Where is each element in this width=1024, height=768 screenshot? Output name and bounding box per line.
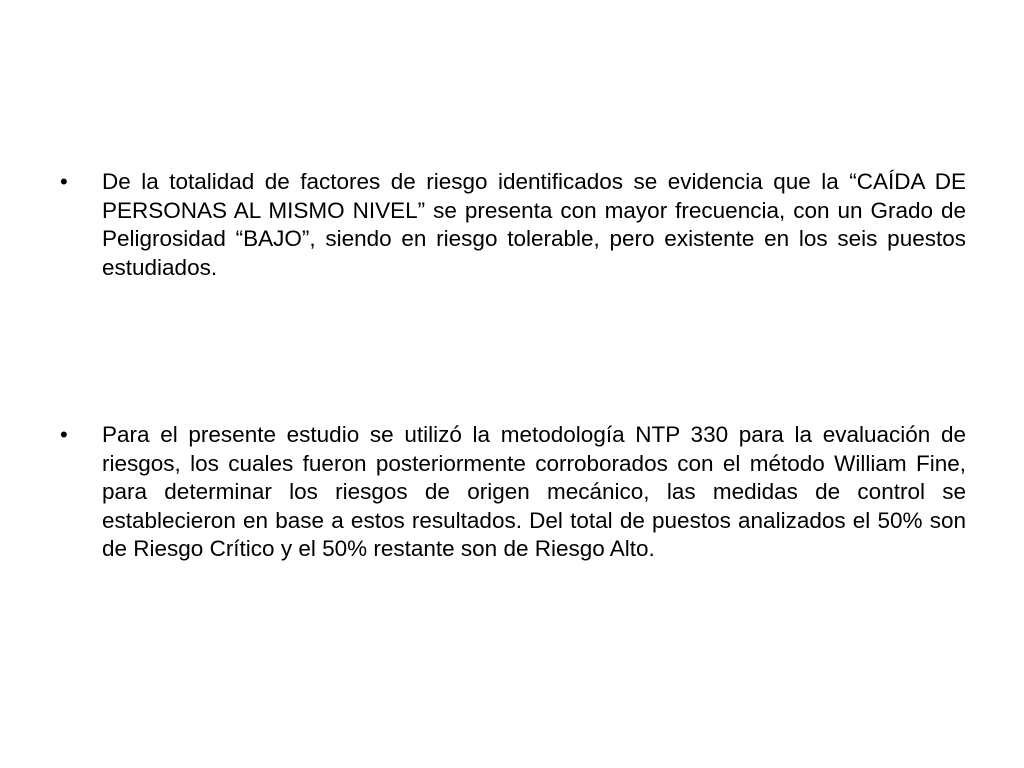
bullet-text-risk-factors: De la totalidad de factores de riesgo identificados se evidencia que la “CAÍDA DE PERSONAS AL MISMO NIVEL” se presenta con mayor frecuencia, con un Grado de Peligrosidad “BAJO”, siendo en riesgo tolerable, pero existente en los seis puestos estudiados. bbox=[102, 169, 966, 280]
bullet-item-2 bbox=[58, 421, 966, 564]
bullet-text-methodology: Para el presente estudio se utilizó la metodología NTP 330 para la evaluación de riesgos, los cuales fueron posteriormente corroborados con el método William Fine, para determinar los riesgos de origen mecánico, las medidas de control se establecieron en base a estos resultados. Del total de puestos analizados el 50% son de Riesgo Crítico y el 50% restante son de Riesgo Alto. bbox=[102, 422, 966, 561]
bullet-marker: • bbox=[60, 169, 68, 194]
bullet-item-1 bbox=[58, 168, 966, 282]
bullet-marker: • bbox=[60, 422, 68, 447]
bullet-list bbox=[58, 168, 966, 564]
